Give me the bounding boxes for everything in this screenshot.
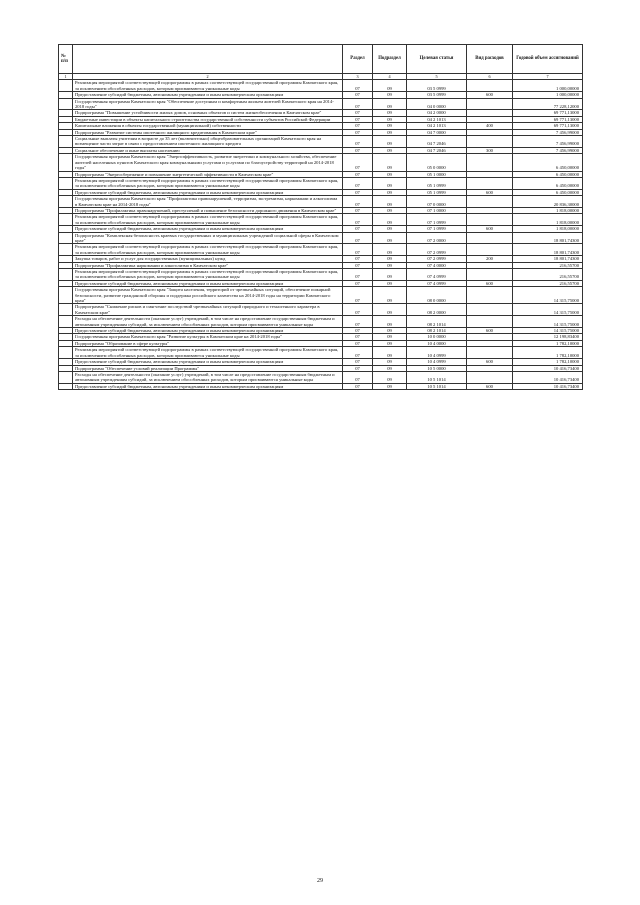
table-row <box>59 232 583 244</box>
podrazdel-cell: 09 <box>373 244 407 256</box>
vr-cell <box>467 304 513 316</box>
vr-cell: 300 <box>467 147 513 153</box>
razdel-cell: 07 <box>343 269 373 281</box>
podrazdel-cell: 09 <box>373 334 407 340</box>
razdel-cell: 07 <box>343 123 373 129</box>
vr-cell <box>467 177 513 189</box>
csr-cell: 08 0 0000 <box>407 287 467 304</box>
name-cell: Расходы на обеспечение деятельности (оказание услуг) учреждений, в том числе на предоставление государственным бюджетным и автономным учреждениям субсидий, за исключением обособленных расходов, которым присваиваются уникальные коды <box>73 371 343 383</box>
podrazdel-cell: 09 <box>373 280 407 286</box>
sum-cell: 20 836,30000 <box>513 196 583 208</box>
csr-cell: 10 0 0000 <box>407 334 467 340</box>
name-cell: Закупка товаров, работ и услуг для государственных (муниципальных) нужд <box>73 256 343 262</box>
podrazdel-cell: 09 <box>373 328 407 334</box>
sum-cell: 6 450,00000 <box>513 154 583 171</box>
podrazdel-cell: 09 <box>373 177 407 189</box>
vr-cell: 600 <box>467 189 513 195</box>
vr-cell <box>467 80 513 92</box>
csr-cell: 07 2 0999 <box>407 256 467 262</box>
vr-cell <box>467 98 513 110</box>
podrazdel-cell: 09 <box>373 92 407 98</box>
csr-cell: 10 5 1014 <box>407 371 467 383</box>
column-number: 2 <box>73 74 343 80</box>
razdel-cell: 07 <box>343 365 373 371</box>
razdel-cell: 07 <box>343 92 373 98</box>
header-no: № п/п <box>59 45 73 74</box>
sum-cell: 216,55700 <box>513 280 583 286</box>
name-cell: Подпрограмма "Образование в сфере культуры" <box>73 340 343 346</box>
table-row <box>59 244 583 256</box>
name-cell: Государственная программа Камчатского края "Защита населения, территорий от чрезвычайных ситуаций, обеспечение пожарной безопасности, развитие гражданской обороны и поддержка российского казачества на 2014-2018 годы на территории Камчатского края" <box>73 287 343 304</box>
sum-cell: 77 228,12000 <box>513 98 583 110</box>
vr-cell <box>467 371 513 383</box>
podrazdel-cell: 09 <box>373 110 407 116</box>
no-cell <box>59 347 73 359</box>
razdel-cell: 07 <box>343 287 373 304</box>
no-cell <box>59 196 73 208</box>
podrazdel-cell: 09 <box>373 262 407 268</box>
table-row <box>59 214 583 226</box>
sum-cell: 1 782,10000 <box>513 340 583 346</box>
csr-cell: 05 1 0999 <box>407 177 467 189</box>
razdel-cell: 07 <box>343 328 373 334</box>
name-cell: Предоставление субсидий бюджетным, автономным учреждениям и иным некоммерческим организациям <box>73 280 343 286</box>
name-cell: Государственная программа Камчатского края "Энергоэффективность, развитие энергетики и коммунального хозяйства, обеспечение жителей населенных пунктов Камчатского края коммунальными услугами и услугами по благоустройству территорий на 2014-2018 годы" <box>73 154 343 171</box>
name-cell: Предоставление субсидий бюджетным, автономным учреждениям и иным некоммерческим организациям <box>73 359 343 365</box>
sum-cell: 10 416,73400 <box>513 371 583 383</box>
name-cell: Реализация мероприятий соответствующей подпрограммы в рамках соответствующей государственной программы Камчатского края, за исключением обособленных расходов, которым присваиваются уникальные коды <box>73 269 343 281</box>
no-cell <box>59 177 73 189</box>
no-cell <box>59 287 73 304</box>
table-row <box>59 304 583 316</box>
table-row <box>59 177 583 189</box>
razdel-cell: 07 <box>343 262 373 268</box>
podrazdel-cell: 09 <box>373 287 407 304</box>
podrazdel-cell: 09 <box>373 316 407 328</box>
no-cell <box>59 316 73 328</box>
csr-cell: 08 2 1014 <box>407 328 467 334</box>
csr-cell: 10 5 0000 <box>407 365 467 371</box>
razdel-cell: 07 <box>343 116 373 122</box>
csr-cell: 10 4 0999 <box>407 359 467 365</box>
no-cell <box>59 214 73 226</box>
no-cell <box>59 232 73 244</box>
podrazdel-cell: 09 <box>373 304 407 316</box>
sum-cell: 69 771,13000 <box>513 110 583 116</box>
name-cell: Реализация мероприятий соответствующей подпрограммы в рамках соответствующей государственной программы Камчатского края, за исключением обособленных расходов, которым присваиваются уникальные коды <box>73 347 343 359</box>
name-cell: Реализация мероприятий соответствующей подпрограммы в рамках соответствующей государственной программы Камчатского края, за исключением обособленных расходов, которым присваиваются уникальные коды <box>73 244 343 256</box>
header-name <box>73 45 343 74</box>
vr-cell <box>467 316 513 328</box>
column-number: 3 <box>343 74 373 80</box>
razdel-cell: 07 <box>343 359 373 365</box>
sum-cell: 10 416,73400 <box>513 383 583 389</box>
sum-cell: 7 456,99000 <box>513 136 583 148</box>
podrazdel-cell: 09 <box>373 347 407 359</box>
csr-cell: 07 1 0999 <box>407 226 467 232</box>
csr-cell: 05 1 0999 <box>407 189 467 195</box>
sum-cell: 69 771,13000 <box>513 116 583 122</box>
sum-cell: 7 456,99000 <box>513 147 583 153</box>
sum-cell: 7 456,99000 <box>513 129 583 135</box>
sum-cell: 18 801,74300 <box>513 232 583 244</box>
vr-cell: 600 <box>467 280 513 286</box>
name-cell: Реализация мероприятий соответствующей подпрограммы в рамках соответствующей государственной программы Камчатского края, за исключением обособленных расходов, которым присваиваются уникальные коды <box>73 214 343 226</box>
sum-cell: 216,55700 <box>513 269 583 281</box>
name-cell: Подпрограмма "Энергосбережение и повышение энергетической эффективности в Камчатском крае" <box>73 171 343 177</box>
no-cell <box>59 80 73 92</box>
sum-cell: 1 782,10000 <box>513 347 583 359</box>
podrazdel-cell: 09 <box>373 359 407 365</box>
table-row <box>59 136 583 148</box>
table-row <box>59 196 583 208</box>
vr-cell: 600 <box>467 359 513 365</box>
csr-cell: 04 0 0000 <box>407 98 467 110</box>
razdel-cell: 07 <box>343 383 373 389</box>
csr-cell: 04 7 2046 <box>407 136 467 148</box>
name-cell: Реализация мероприятий соответствующей подпрограммы в рамках соответствующей государственной программы Камчатского края, за исключением обособленных расходов, которым присваиваются уникальные коды <box>73 80 343 92</box>
sum-cell: 1 782,10000 <box>513 359 583 365</box>
sum-cell: 14 315,75000 <box>513 304 583 316</box>
name-cell: Социальное обеспечение и иные выплаты населению <box>73 147 343 153</box>
sum-cell: 1 818,00000 <box>513 226 583 232</box>
column-number: 1 <box>59 74 73 80</box>
razdel-cell: 07 <box>343 334 373 340</box>
podrazdel-cell: 09 <box>373 123 407 129</box>
csr-cell: 05 1 0000 <box>407 171 467 177</box>
podrazdel-cell: 09 <box>373 226 407 232</box>
header-csr: Целевая статья <box>407 45 467 74</box>
name-cell: Подпрограмма "Повышение устойчивости жилых домов, основных объектов и систем жизнеобеспечения в Камчатском крае" <box>73 110 343 116</box>
sum-cell: 1 000,00000 <box>513 80 583 92</box>
name-cell: Подпрограмма "Профилактика наркомании и алкоголизма в Камчатском крае" <box>73 262 343 268</box>
name-cell: Предоставление субсидий бюджетным, автономным учреждениям и иным некоммерческим организациям <box>73 189 343 195</box>
podrazdel-cell: 09 <box>373 340 407 346</box>
csr-cell: 07 4 0000 <box>407 262 467 268</box>
podrazdel-cell: 09 <box>373 171 407 177</box>
table-row <box>59 269 583 281</box>
podrazdel-cell: 09 <box>373 196 407 208</box>
csr-cell: 10 4 0000 <box>407 340 467 346</box>
name-cell: Бюджетные инвестиции в объекты капитального строительства государственной собственности субъектов Российской Федерации <box>73 116 343 122</box>
name-cell: Государственная программа Камчатского края "Профилактика правонарушений, терроризма, экстремизма, наркомании и алкоголизма в Камчатском крае на 2014-2018 годы" <box>73 196 343 208</box>
csr-cell: 03 5 0999 <box>407 92 467 98</box>
sum-cell: 10 416,73400 <box>513 365 583 371</box>
name-cell: Подпрограмма "Снижение рисков и смягчение последствий чрезвычайных ситуаций природного и техногенного характера в Камчатском крае" <box>73 304 343 316</box>
sum-cell: 18 801,74300 <box>513 256 583 262</box>
sum-cell: 1 000,00000 <box>513 92 583 98</box>
vr-cell <box>467 347 513 359</box>
name-cell: Расходы на обеспечение деятельности (оказание услуг) учреждений, в том числе на предоставление государственным бюджетным и автономным учреждениям субсидий, за исключением обособленных расходов, которым присваиваются уникальные коды <box>73 316 343 328</box>
name-cell: Подпрограмма "Комплексная безопасность краевых государственных и муниципальных учреждений социальной сферы в Камчатском крае" <box>73 232 343 244</box>
name-cell: Подпрограмма "Профилактика правонарушений, преступлений и повышение безопасности дорожного движения в Камчатском крае" <box>73 207 343 213</box>
csr-cell: 04 2 1013 <box>407 123 467 129</box>
name-cell: Предоставление субсидий бюджетным, автономным учреждениям и иным некоммерческим организациям <box>73 383 343 389</box>
sum-cell: 14 315,75000 <box>513 316 583 328</box>
vr-cell: 600 <box>467 328 513 334</box>
razdel-cell: 07 <box>343 214 373 226</box>
vr-cell: 600 <box>467 383 513 389</box>
razdel-cell: 07 <box>343 154 373 171</box>
podrazdel-cell: 09 <box>373 154 407 171</box>
sum-cell: 69 771,13000 <box>513 123 583 129</box>
no-cell <box>59 269 73 281</box>
header-podrazdel: Подраздел <box>373 45 407 74</box>
csr-cell: 05 0 0000 <box>407 154 467 171</box>
sum-cell: 14 315,75000 <box>513 287 583 304</box>
csr-cell: 07 1 0000 <box>407 207 467 213</box>
podrazdel-cell: 09 <box>373 214 407 226</box>
podrazdel-cell: 09 <box>373 269 407 281</box>
table-row <box>59 347 583 359</box>
vr-cell: 400 <box>467 123 513 129</box>
razdel-cell: 07 <box>343 171 373 177</box>
name-cell: Реализация мероприятий соответствующей подпрограммы в рамках соответствующей государственной программы Камчатского края, за исключением обособленных расходов, которым присваиваются уникальные коды <box>73 177 343 189</box>
no-cell <box>59 304 73 316</box>
podrazdel-cell: 09 <box>373 371 407 383</box>
razdel-cell: 07 <box>343 347 373 359</box>
podrazdel-cell: 09 <box>373 136 407 148</box>
podrazdel-cell: 09 <box>373 116 407 122</box>
csr-cell: 08 2 0000 <box>407 304 467 316</box>
podrazdel-cell: 09 <box>373 256 407 262</box>
no-cell <box>59 154 73 171</box>
razdel-cell: 07 <box>343 304 373 316</box>
razdel-cell: 07 <box>343 232 373 244</box>
razdel-cell: 07 <box>343 136 373 148</box>
csr-cell: 07 1 0999 <box>407 214 467 226</box>
csr-cell: 04 7 2046 <box>407 147 467 153</box>
vr-cell <box>467 136 513 148</box>
vr-cell: 200 <box>467 256 513 262</box>
column-number: 6 <box>467 74 513 80</box>
vr-cell <box>467 232 513 244</box>
csr-cell: 07 4 0999 <box>407 280 467 286</box>
csr-cell: 07 2 0000 <box>407 232 467 244</box>
sum-cell: 18 801,74300 <box>513 244 583 256</box>
sum-cell: 14 315,75000 <box>513 328 583 334</box>
name-cell: Предоставление субсидий бюджетным, автономным учреждениям и иным некоммерческим организациям <box>73 226 343 232</box>
razdel-cell: 07 <box>343 371 373 383</box>
csr-cell: 07 2 0999 <box>407 244 467 256</box>
sum-cell: 216,55700 <box>513 262 583 268</box>
no-cell <box>59 136 73 148</box>
podrazdel-cell: 09 <box>373 98 407 110</box>
razdel-cell: 07 <box>343 226 373 232</box>
table-row <box>59 98 583 110</box>
table-row <box>59 80 583 92</box>
podrazdel-cell: 09 <box>373 383 407 389</box>
table-row <box>59 371 583 383</box>
razdel-cell: 07 <box>343 244 373 256</box>
razdel-cell: 07 <box>343 177 373 189</box>
razdel-cell: 07 <box>343 196 373 208</box>
razdel-cell: 07 <box>343 189 373 195</box>
vr-cell <box>467 214 513 226</box>
vr-cell <box>467 244 513 256</box>
csr-cell: 10 4 0999 <box>407 347 467 359</box>
header-sum: Годовой объем ассигнований <box>513 45 583 74</box>
csr-cell: 07 4 0999 <box>407 269 467 281</box>
razdel-cell: 07 <box>343 207 373 213</box>
budget-table <box>58 44 583 390</box>
razdel-cell: 07 <box>343 316 373 328</box>
table-row <box>59 287 583 304</box>
vr-cell <box>467 154 513 171</box>
razdel-cell: 07 <box>343 98 373 110</box>
csr-cell: 03 5 0999 <box>407 80 467 92</box>
header-vr: Вид расходов <box>467 45 513 74</box>
budget-table-page <box>58 44 582 390</box>
name-cell: Государственная программа Камчатского края "Обеспечение доступным и комфортным жильем жителей Камчатского края на 2014-2018 годы" <box>73 98 343 110</box>
name-cell: Социальные выплаты учителям в возрасте до 35 лет (включительно) общеобразовательных организаций Камчатского края на возмещение части затрат в связи с предоставлением ипотечного жилищного кредита <box>73 136 343 148</box>
csr-cell: 04 2 1013 <box>407 116 467 122</box>
vr-cell <box>467 196 513 208</box>
name-cell: Подпрограмма "Обеспечение условий реализации Программы" <box>73 365 343 371</box>
sum-cell: 6 450,00000 <box>513 177 583 189</box>
csr-cell: 04 2 0000 <box>407 110 467 116</box>
no-cell <box>59 383 73 389</box>
podrazdel-cell: 09 <box>373 365 407 371</box>
razdel-cell: 07 <box>343 129 373 135</box>
vr-cell: 600 <box>467 92 513 98</box>
razdel-cell: 07 <box>343 80 373 92</box>
podrazdel-cell: 09 <box>373 80 407 92</box>
header-razdel: Раздел <box>343 45 373 74</box>
table-header <box>59 45 583 74</box>
name-cell: Государственная программа Камчатского края "Развитие культуры в Камчатском крае на 2014-2018 годы" <box>73 334 343 340</box>
sum-cell: 6 450,00000 <box>513 171 583 177</box>
no-cell <box>59 98 73 110</box>
csr-cell: 10 5 1014 <box>407 383 467 389</box>
csr-cell: 08 2 1014 <box>407 316 467 328</box>
name-cell: Предоставление субсидий бюджетным, автономным учреждениям и иным некоммерческим организациям <box>73 328 343 334</box>
name-cell: Подпрограмма "Развитие системы ипотечного жилищного кредитования в Камчатском крае" <box>73 129 343 135</box>
razdel-cell: 07 <box>343 147 373 153</box>
page-number: 29 <box>317 878 323 884</box>
csr-cell: 04 7 0000 <box>407 129 467 135</box>
podrazdel-cell: 09 <box>373 207 407 213</box>
column-number: 5 <box>407 74 467 80</box>
sum-cell: 6 450,00000 <box>513 189 583 195</box>
podrazdel-cell: 09 <box>373 129 407 135</box>
razdel-cell: 07 <box>343 256 373 262</box>
vr-cell: 600 <box>467 226 513 232</box>
column-number: 7 <box>513 74 583 80</box>
no-cell <box>59 371 73 383</box>
sum-cell: 1 818,00000 <box>513 214 583 226</box>
table-row <box>59 154 583 171</box>
table-row <box>59 316 583 328</box>
table-row <box>59 383 583 389</box>
razdel-cell: 07 <box>343 280 373 286</box>
podrazdel-cell: 09 <box>373 189 407 195</box>
name-cell: Капитальные вложения в объекты государственной (муниципальной) собственности <box>73 123 343 129</box>
sum-cell: 12 198,83400 <box>513 334 583 340</box>
no-cell <box>59 244 73 256</box>
sum-cell: 1 818,00000 <box>513 207 583 213</box>
column-number: 4 <box>373 74 407 80</box>
razdel-cell: 07 <box>343 340 373 346</box>
podrazdel-cell: 09 <box>373 147 407 153</box>
vr-cell <box>467 287 513 304</box>
csr-cell: 07 0 0000 <box>407 196 467 208</box>
razdel-cell: 07 <box>343 110 373 116</box>
name-cell: Предоставление субсидий бюджетным, автономным учреждениям и иным некоммерческим организациям <box>73 92 343 98</box>
podrazdel-cell: 09 <box>373 232 407 244</box>
vr-cell <box>467 269 513 281</box>
